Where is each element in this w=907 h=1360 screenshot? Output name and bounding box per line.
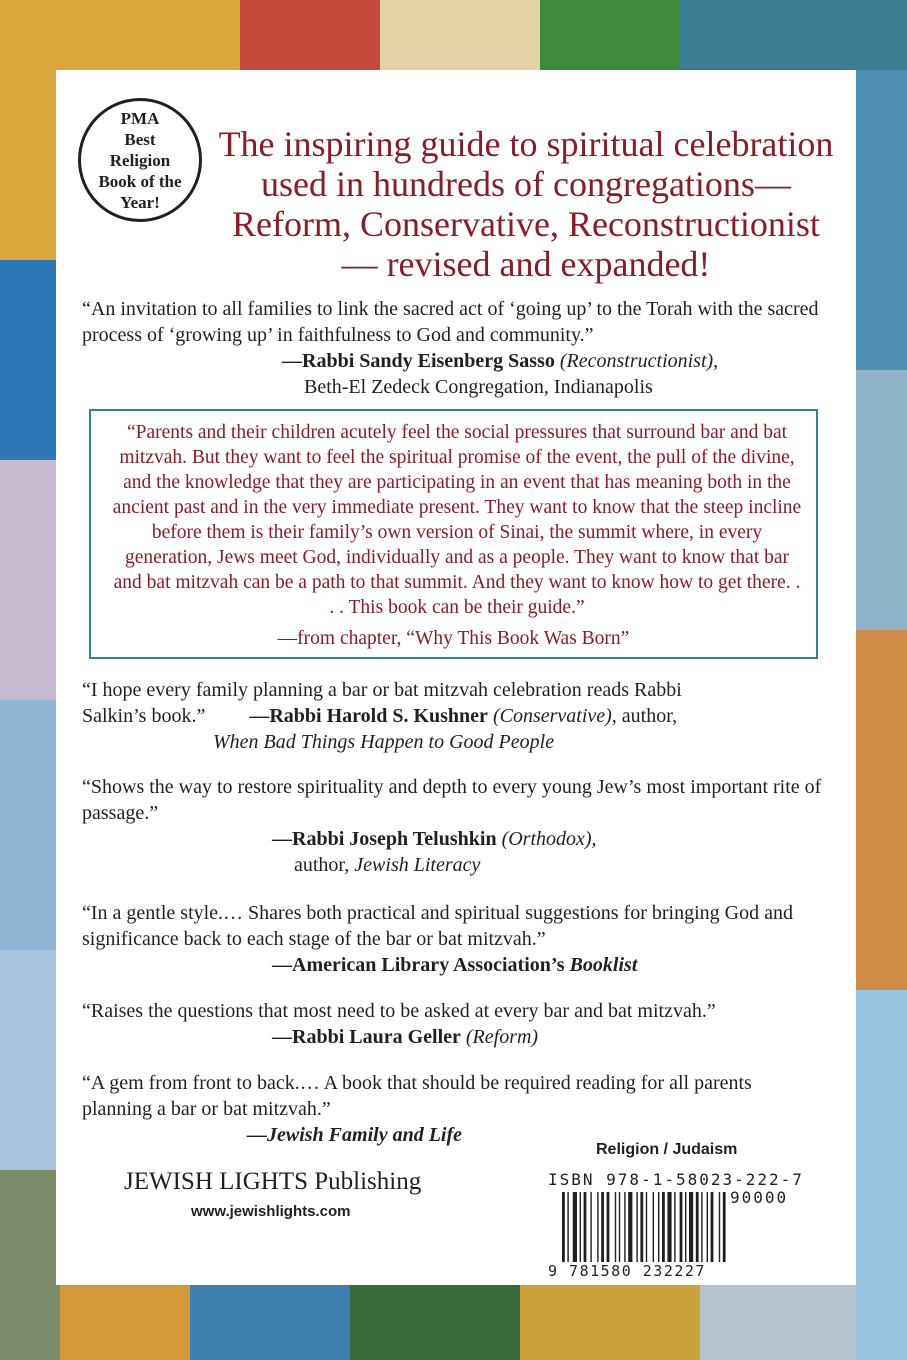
art-tile bbox=[856, 70, 907, 370]
art-tile bbox=[190, 1285, 350, 1360]
reviewer-name: —Rabbi Joseph Telushkin bbox=[272, 828, 497, 850]
reviewer-name: —Rabbi Laura Geller bbox=[272, 1026, 461, 1048]
quote-text: “Raises the questions that most need to be asked at every bar and bat mitzvah.” bbox=[82, 1000, 716, 1022]
reviewer-role: author, bbox=[294, 854, 350, 876]
quote-text-line: Salkin’s book.” bbox=[82, 705, 206, 727]
art-tile bbox=[680, 0, 907, 70]
art-tile bbox=[856, 990, 907, 1360]
chapter-excerpt-source: —from chapter, “Why This Book Was Born” bbox=[277, 628, 630, 649]
art-tile bbox=[0, 460, 60, 700]
art-tile bbox=[0, 260, 60, 460]
headline: The inspiring guide to spiritual celebration used in hundreds of congregations— Reform, Conservative, Reconstructionist— revised and expanded! bbox=[218, 124, 834, 284]
quote-attribution bbox=[82, 703, 822, 729]
quote-source: —Jewish Family and Life bbox=[247, 1124, 462, 1146]
reviewer-org: Beth-El Zedeck Congregation, Indianapolis bbox=[304, 376, 653, 398]
quote-attribution bbox=[82, 348, 822, 374]
art-tile bbox=[0, 700, 60, 950]
art-tile bbox=[0, 950, 60, 1170]
barcode-icon bbox=[560, 1192, 800, 1262]
reviewer-name: —Rabbi Harold S. Kushner bbox=[249, 705, 488, 727]
quote-text-line: “I hope every family planning a bar or bat mitzvah celebration reads Rabbi bbox=[82, 679, 682, 701]
art-tile bbox=[856, 630, 907, 990]
review-quote bbox=[82, 677, 822, 755]
art-tile bbox=[380, 0, 540, 70]
art-tile bbox=[240, 0, 380, 70]
art-tile bbox=[350, 1285, 520, 1360]
reviewer-affiliation: (Conservative), bbox=[492, 705, 617, 727]
art-tile bbox=[856, 370, 907, 630]
review-quote bbox=[82, 1070, 822, 1148]
review-quote bbox=[82, 296, 822, 400]
award-badge bbox=[78, 98, 202, 222]
art-tile bbox=[0, 1170, 60, 1360]
book-category: Religion / Judaism bbox=[596, 1141, 738, 1158]
price-code: 90000 bbox=[730, 1188, 789, 1207]
art-tile bbox=[700, 1285, 856, 1360]
quote-text: “A gem from front to back.… A book that should be required reading for all parents planning a bar or bat mitzvah.” bbox=[82, 1072, 752, 1120]
review-quote bbox=[82, 900, 822, 978]
quote-text: “Shows the way to restore spirituality and depth to every young Jew’s most important rite of passage.” bbox=[82, 776, 822, 824]
art-tile bbox=[60, 1285, 190, 1360]
reviewer-role: author, bbox=[621, 705, 678, 727]
review-quote bbox=[82, 998, 822, 1050]
isbn-number: ISBN 978-1-58023-222-7 bbox=[548, 1170, 804, 1189]
reviewer-name: —Rabbi Sandy Eisenberg Sasso bbox=[282, 350, 555, 372]
art-tile bbox=[540, 0, 680, 70]
award-badge-text: PMA Best Religion Book of the Year! bbox=[98, 108, 182, 212]
publisher-name: JEWISH LIGHTS Publishing bbox=[124, 1168, 422, 1195]
barcode-number: 9 781580 232227 bbox=[548, 1262, 706, 1280]
art-tile bbox=[520, 1285, 700, 1360]
reviewer-affiliation: (Orthodox), bbox=[501, 828, 597, 850]
chapter-excerpt-text: “Parents and their children acutely feel the social pressures that surround bar and bat mitzvah. But they want to feel the spiritual promise of the event, the pull of the divine, and the knowledge that they are participating in an event that has meaning both in the ancient past and in the very immediate present. They want to know that the steep incline before them is their family’s own version of Sinai, the summit where, in every generation, Jews meet God, individually and as a people. They want to know that bar and bat mitzvah can be a path to that summit. And they want to know how to get there. . . . This book can be their guide.” bbox=[112, 422, 802, 618]
quote-attribution bbox=[82, 952, 822, 978]
quote-text: “An invitation to all families to link the sacred act of ‘going up’ to the Torah with the sacred process of ‘growing up’ in faithfulness to God and community.” bbox=[82, 298, 819, 346]
quote-attribution bbox=[82, 826, 822, 852]
publisher-website: www.jewishlights.com bbox=[191, 1203, 351, 1220]
quote-attribution bbox=[82, 1024, 822, 1050]
publication-name: Booklist bbox=[569, 954, 638, 976]
quote-text: “In a gentle style.… Shares both practical and spiritual suggestions for bringing God and significance back to each stage of the bar or bat mitzvah.” bbox=[82, 902, 793, 950]
review-quote bbox=[82, 774, 822, 878]
reviewer-book: Jewish Literacy bbox=[354, 854, 481, 876]
reviewer-affiliation: (Reconstructionist), bbox=[559, 350, 719, 372]
reviewer-affiliation: (Reform) bbox=[465, 1026, 539, 1048]
reviewer-name: —American Library Association’s bbox=[272, 954, 565, 976]
reviewer-book: When Bad Things Happen to Good People bbox=[213, 731, 555, 753]
